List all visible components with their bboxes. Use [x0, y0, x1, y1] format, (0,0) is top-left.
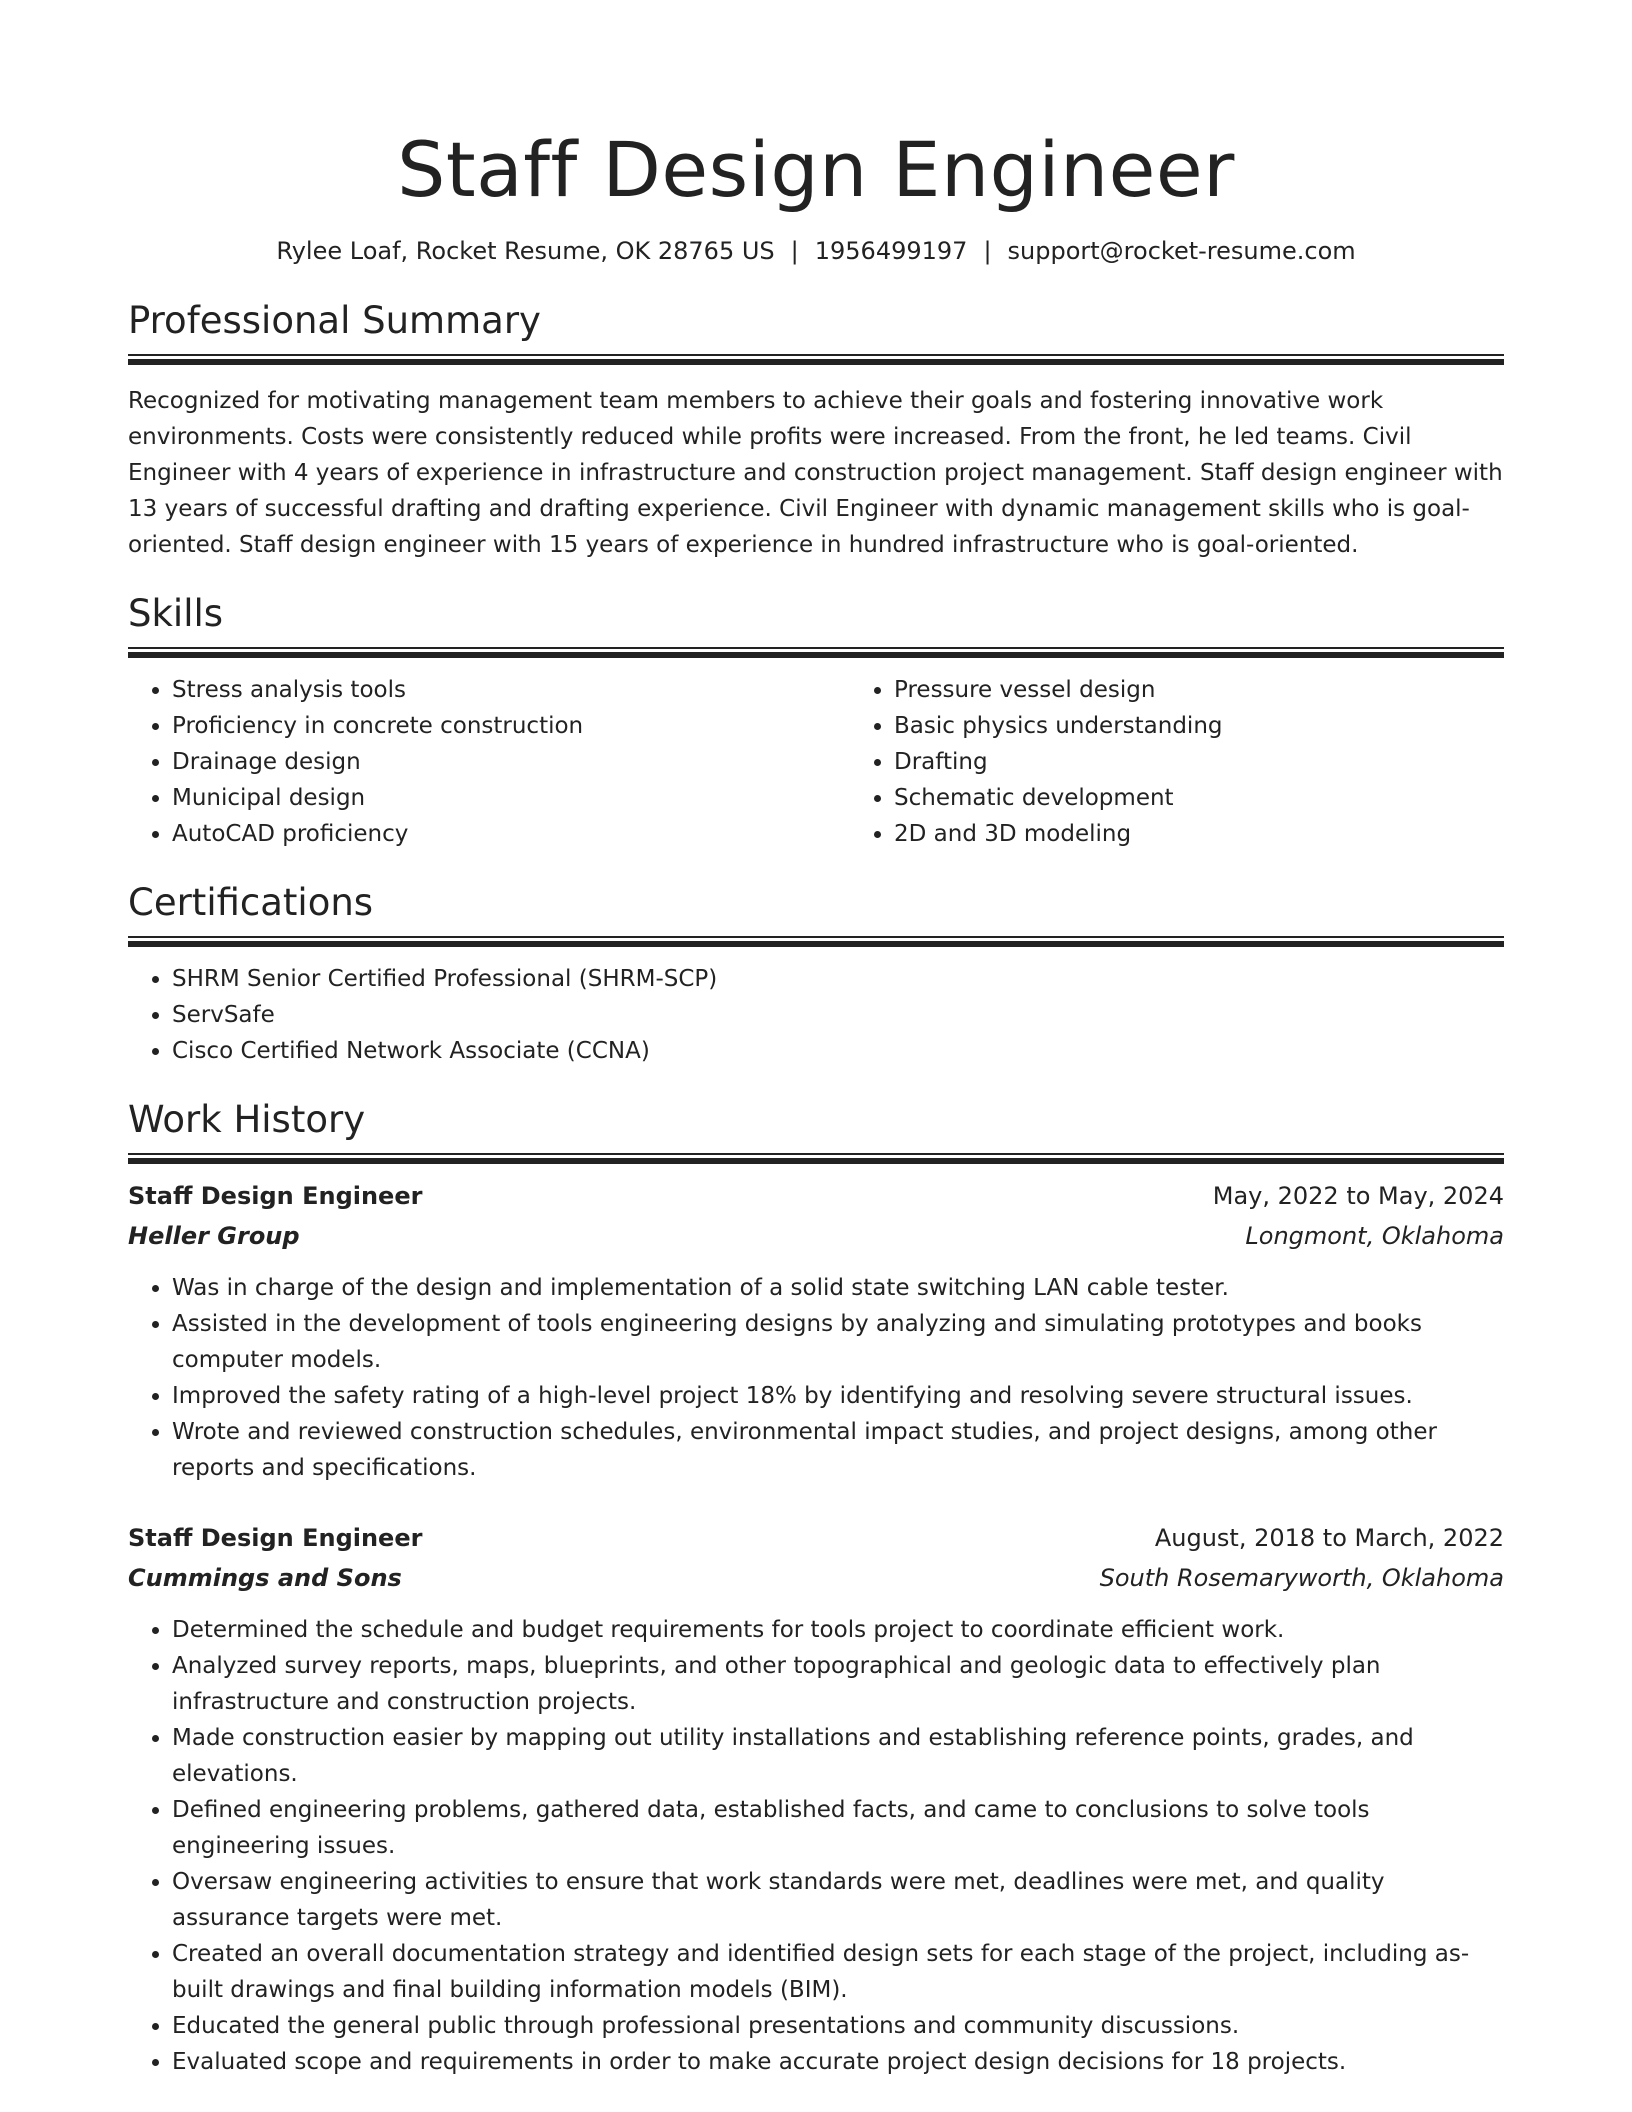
contact-line	[128, 234, 1504, 268]
job-dates: May, 2022 to May, 2024	[1212, 1182, 1504, 1210]
job-bullets	[128, 1270, 1504, 1486]
skill-item: • Drafting	[894, 744, 1572, 780]
section-title-work-history: Work History	[128, 1098, 366, 1141]
job-bullet: • Defined engineering problems, gathered data, established facts, and came to conclusions to solve tools engineering issues.	[172, 1792, 1504, 1864]
job-company: Heller Group	[128, 1222, 300, 1250]
skills-list-right	[850, 672, 1572, 852]
section-divider	[128, 354, 1504, 365]
skill-item: • Schematic development	[894, 780, 1572, 816]
certification-item: • SHRM Senior Certified Professional (SHRM-SCP)	[172, 961, 1504, 997]
job-bullet: • Improved the safety rating of a high-level project 18% by identifying and resolving severe structural issues.	[172, 1378, 1504, 1414]
job-header	[128, 1518, 1504, 1558]
job-bullet: • Made construction easier by mapping out utility installations and establishing reference points, grades, and elevations.	[172, 1720, 1504, 1792]
skill-item: • AutoCAD proficiency	[172, 816, 850, 852]
contact-phone: 1956499197	[814, 237, 968, 265]
job-bullet: • Analyzed survey reports, maps, blueprints, and other topographical and geologic data to effectively plan infrastructure and construction projects.	[172, 1648, 1504, 1720]
job-title: Staff Design Engineer	[128, 1182, 423, 1210]
summary-text: Recognized for motivating management team members to achieve their goals and fostering innovative work environments. Costs were consistently reduced while profits were increased. From the front, he led teams. Civil Engineer with 4 years of experience in infrastructure and construction project management. Staff design engineer with 13 years of successful drafting and drafting experience. Civil Engineer with dynamic management skills who is goal-oriented. Staff design engineer with 15 years of experience in hundred infrastructure who is goal-oriented.	[128, 388, 1503, 558]
work-history-section	[128, 1095, 1504, 2080]
certification-item: • Cisco Certified Network Associate (CCNA)	[172, 1033, 1504, 1069]
section-title-summary: Professional Summary	[128, 299, 541, 342]
section-divider	[128, 647, 1504, 658]
skill-item: • 2D and 3D modeling	[894, 816, 1572, 852]
job-bullets	[128, 1612, 1504, 2080]
job-subheader	[128, 1558, 1504, 1598]
job-bullet: • Determined the schedule and budget requirements for tools project to coordinate efficient work.	[172, 1612, 1504, 1648]
resume-name: Staff Design Engineer	[397, 125, 1235, 214]
job-location: South Rosemaryworth, Oklahoma	[1099, 1564, 1504, 1592]
skill-item: • Pressure vessel design	[894, 672, 1572, 708]
skill-item: • Municipal design	[172, 780, 850, 816]
job-entry	[128, 1176, 1504, 1486]
job-header	[128, 1176, 1504, 1216]
job-bullet: • Oversaw engineering activities to ensure that work standards were met, deadlines were met, and quality assurance targets were met.	[172, 1864, 1504, 1936]
job-bullet: • Evaluated scope and requirements in order to make accurate project design decisions for 18 projects.	[172, 2044, 1504, 2080]
certifications-section	[128, 878, 1504, 1069]
job-location: Longmont, Oklahoma	[1245, 1222, 1504, 1250]
section-title-certifications: Certifications	[128, 881, 374, 924]
job-bullet: • Wrote and reviewed construction schedules, environmental impact studies, and project designs, among other reports and specifications.	[172, 1414, 1504, 1486]
section-divider	[128, 936, 1504, 947]
job-bullet: • Was in charge of the design and implementation of a solid state switching LAN cable tester.	[172, 1270, 1504, 1306]
job-subheader	[128, 1216, 1504, 1256]
contact-separator: |	[983, 237, 992, 265]
certification-item: • ServSafe	[172, 997, 1504, 1033]
skill-item: • Basic physics understanding	[894, 708, 1572, 744]
skill-item: • Proficiency in concrete construction	[172, 708, 850, 744]
contact-email: support@rocket-resume.com	[1007, 237, 1356, 265]
skills-list-left	[128, 672, 850, 852]
contact-separator: |	[790, 237, 799, 265]
skills-section	[128, 589, 1504, 852]
resume-page	[128, 0, 1504, 2080]
job-bullet: • Educated the general public through professional presentations and community discussions.	[172, 2008, 1504, 2044]
contact-address: Rylee Loaf, Rocket Resume, OK 28765 US	[276, 237, 775, 265]
certifications-list	[128, 961, 1504, 1069]
job-title: Staff Design Engineer	[128, 1524, 423, 1552]
skills-grid	[128, 672, 1504, 852]
section-title-skills: Skills	[128, 592, 224, 635]
summary-section	[128, 296, 1504, 563]
job-company: Cummings and Sons	[128, 1564, 402, 1592]
job-entry	[128, 1518, 1504, 2080]
skill-item: • Drainage design	[172, 744, 850, 780]
skill-item: • Stress analysis tools	[172, 672, 850, 708]
job-dates: August, 2018 to March, 2022	[1154, 1524, 1504, 1552]
job-bullet: • Created an overall documentation strategy and identified design sets for each stage of the project, including as-built drawings and final building information models (BIM).	[172, 1936, 1504, 2008]
job-bullet: • Assisted in the development of tools engineering designs by analyzing and simulating prototypes and books computer models.	[172, 1306, 1504, 1378]
section-divider	[128, 1153, 1504, 1164]
